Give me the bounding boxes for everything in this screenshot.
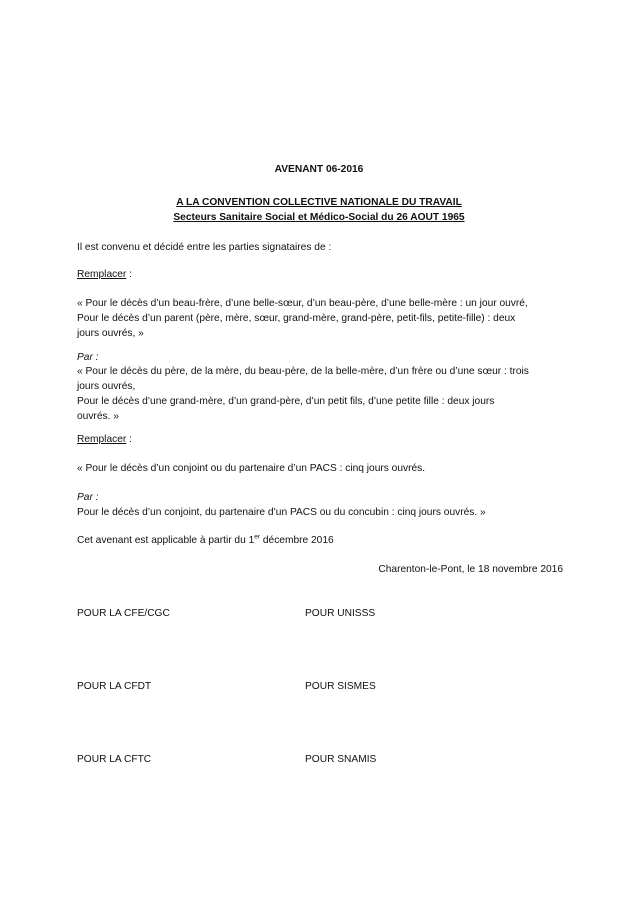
old-provision-line: Pour le décès d’un parent (père, mère, sœur, grand-mère, grand-père, petit-fils, petite-fille) : deux — [77, 313, 516, 324]
old-provision-1 — [77, 296, 563, 341]
old-provision-2: « Pour le décès d’un conjoint ou du partenaire d’un PACS : cinq jours ouvrés. — [77, 463, 426, 474]
replace-label: Remplacer — [77, 434, 127, 445]
signatory-left: POUR LA CFTC — [77, 754, 152, 765]
applicability-date: décembre 2016 — [260, 535, 334, 546]
ordinal-superscript: er — [254, 533, 261, 541]
signatory-left: POUR LA CFE/CGC — [77, 608, 170, 619]
applicability-text: Cet avenant est applicable à partir du 1 — [77, 535, 255, 546]
intro-text: Il est convenu et décidé entre les parties signataires de : — [77, 242, 332, 253]
new-provision-1 — [77, 364, 563, 424]
signatory-right: POUR SISMES — [305, 681, 376, 692]
old-provision-line: jours ouvrés, » — [77, 328, 144, 339]
document-title: AVENANT 06-2016 — [274, 164, 364, 175]
signatory-right: POUR UNISSS — [305, 608, 376, 619]
replace-label: Remplacer — [77, 269, 127, 280]
by-label-1: Par : — [77, 352, 99, 363]
new-provision-line: ouvrés. » — [77, 411, 119, 422]
signatory-right: POUR SNAMIS — [305, 754, 377, 765]
convention-line: A LA CONVENTION COLLECTIVE NATIONALE DU TRAVAIL — [176, 197, 462, 208]
replace-colon: : — [126, 434, 132, 445]
signatory-left: POUR LA CFDT — [77, 681, 152, 692]
place-date: Charenton-le-Pont, le 18 novembre 2016 — [378, 564, 563, 575]
new-provision-line: jours ouvrés, — [77, 381, 136, 392]
applicability-line — [77, 533, 334, 548]
replace-heading-2 — [77, 432, 132, 447]
replace-heading-1 — [77, 267, 132, 282]
sectors-line: Secteurs Sanitaire Social et Médico-Social du 26 AOUT 1965 — [173, 212, 465, 223]
old-provision-line: « Pour le décès d’un beau-frère, d’une belle-sœur, d’un beau-père, d’une belle-mère : un jour ouvré, — [77, 298, 528, 309]
new-provision-2: Pour le décès d’un conjoint, du partenaire d’un PACS ou du concubin : cinq jours ouvrés. » — [77, 507, 486, 518]
replace-colon: : — [126, 269, 132, 280]
new-provision-line: Pour le décès d’une grand-mère, d’un grand-père, d’un petit fils, d’une petite fille : deux jours — [77, 396, 495, 407]
by-label-2: Par : — [77, 492, 99, 503]
new-provision-line: « Pour le décès du père, de la mère, du beau-père, de la belle-mère, d’un frère ou d’une sœur : trois — [77, 366, 529, 377]
